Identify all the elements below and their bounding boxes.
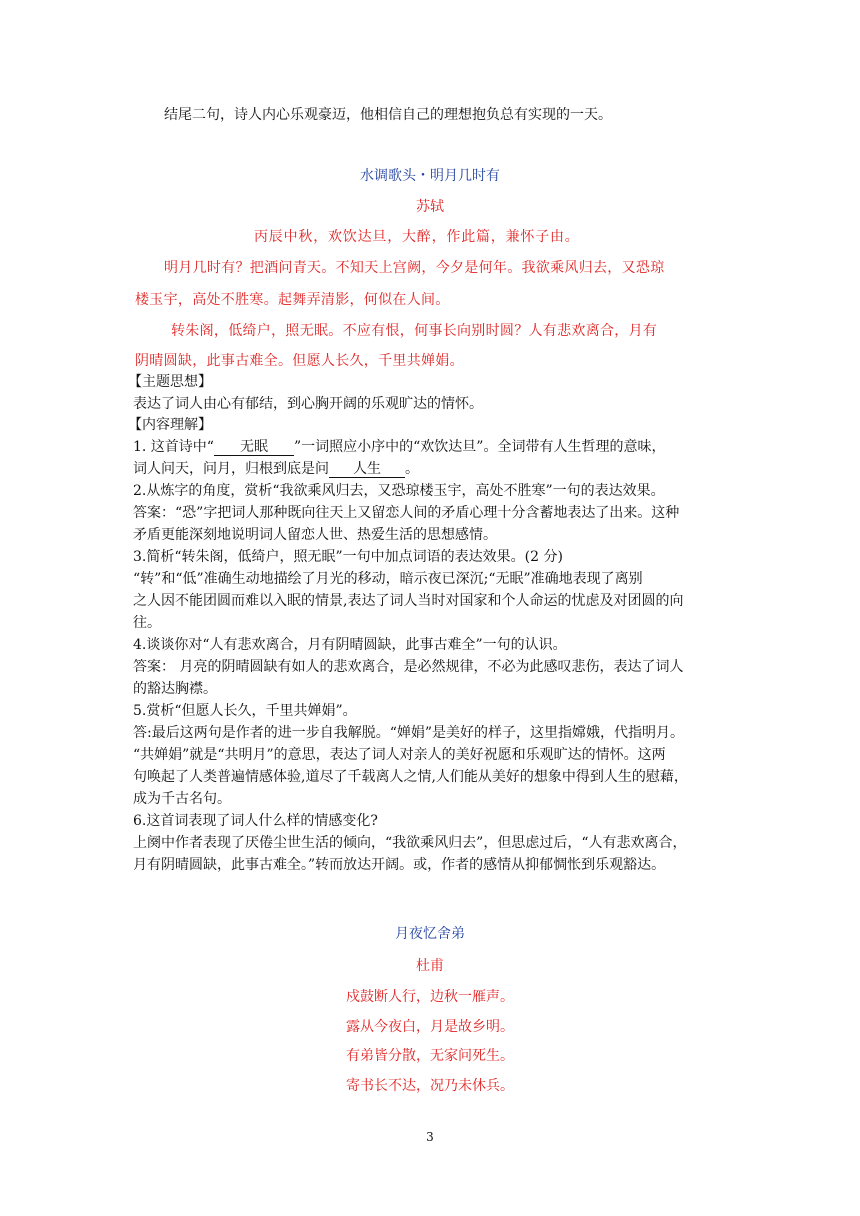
q4-question: 4.谈谈你对“人有悲欢离合，月有阴晴圆缺，此事古难全”一句的认识。: [133, 637, 567, 653]
poem2-line: 有弟皆分散，无家问死生。: [346, 1048, 514, 1064]
poem1-title: 水调歌头・明月几时有: [360, 168, 500, 184]
q1-line2-suffix: 。: [405, 461, 419, 477]
poem2-line: 戍鼓断人行，边秋一雁声。: [346, 989, 514, 1005]
q1-middle: ”一词照应小序中的“欢饮达旦”。全词带有人生哲理的意味，: [293, 439, 666, 455]
q3-answer-line1: “转”和“低”准确生动地描绘了月光的移动，暗示夜已深沉;“无眠”准确地表现了离别: [133, 571, 643, 587]
poem2-author: 杜甫: [416, 958, 444, 974]
q1-blank-2: 人生: [329, 462, 405, 478]
q6-question: 6.这首词表现了词人什么样的情感变化?: [133, 813, 378, 829]
q3-answer-line3: 往。: [133, 615, 161, 631]
q3-question: 3.简析“转朱阁，低绮户，照无眠”一句中加点词语的表达效果。(2 分): [133, 549, 563, 565]
poem2-title: 月夜忆舍弟: [395, 926, 465, 942]
q4-answer-line1: 答案： 月亮的阴晴圆缺有如人的悲欢离合，是必然规律，不必为此感叹悲伤，表达了词人: [133, 659, 684, 675]
theme-heading: 【主题思想】: [128, 374, 212, 390]
poem2-line: 寄书长不达，况乃未休兵。: [346, 1078, 514, 1094]
q1-line1: [133, 436, 665, 456]
q1-blank-1: 无眠: [214, 440, 294, 456]
q5-answer-line1: 答:最后这两句是作者的进一步自我解脱。“婵娟”是美好的样子，这里指嫦娥，代指明月。: [133, 725, 685, 741]
page-number: 3: [426, 1130, 434, 1144]
q3-answer-line2: 之人因不能团圆而难以入眠的情景,表达了词人当时对国家和个人命运的忧虑及对团圆的向: [133, 593, 684, 609]
poem1-author: 苏轼: [416, 199, 444, 215]
q5-answer-line2: “共婵娟”就是“共明月”的意思，表达了词人对亲人的美好祝愿和乐观旷达的情怀。这两: [133, 747, 666, 763]
poem1-para1-line1: 明月几时有？把酒问青天。不知天上宫阙，今夕是何年。我欲乘风归去，又恐琼: [164, 260, 665, 276]
q2-answer-line2: 矛盾更能深刻地说明词人留恋人世、热爱生活的思想感情。: [133, 527, 497, 543]
q2-answer-line1: 答案：“恐”字把词人那种既向往天上又留恋人间的矛盾心理十分含蓄地表达了出来。这种: [133, 505, 680, 521]
content-heading: 【内容理解】: [128, 417, 212, 433]
q5-answer-line3: 句唤起了人类普遍情感体验,道尽了千载离人之情,人们能从美好的想象中得到人生的慰藉，: [133, 769, 688, 785]
theme-text: 表达了词人由心有郁结，到心胸开阔的乐观旷达的情怀。: [133, 396, 483, 412]
q1-prefix: 1. 这首诗中“: [133, 439, 214, 455]
q1-line2: [133, 458, 419, 478]
q6-answer-line2: 月有阴晴圆缺，此事古难全。”转而放达开阔。或，作者的感情从抑郁惆怅到乐观豁达。: [133, 857, 666, 873]
q5-answer-line4: 成为千古名句。: [133, 791, 231, 807]
q4-answer-line2: 的豁达胸襟。: [133, 681, 217, 697]
poem1-preface: 丙辰中秋，欢饮达旦，大醉，作此篇，兼怀子由。: [254, 229, 580, 245]
poem1-para2-line2: 阴晴圆缺，此事古难全。但愿人长久，千里共婵娟。: [135, 353, 464, 369]
intro-line: 结尾二句，诗人内心乐观豪迈，他相信自己的理想抱负总有实现的一天。: [164, 107, 612, 123]
poem2-line: 露从今夜白，月是故乡明。: [346, 1019, 514, 1035]
q6-answer-line1: 上阕中作者表现了厌倦尘世生活的倾向，“我欲乘风归去”，但思虑过后，“人有悲欢离合，: [133, 835, 687, 851]
q5-question: 5.赏析“但愿人长久，千里共婵娟”。: [133, 703, 357, 719]
q2-question: 2.从炼字的角度，赏析“我欲乘风归去，又恐琼楼玉宇，高处不胜寒”一句的表达效果。: [133, 483, 665, 499]
q1-line2-prefix: 词人问天，问月，归根到底是问: [133, 461, 329, 477]
poem1-para2-line1: 转朱阁，低绮户，照无眠。不应有恨，何事长向别时圆？人有悲欢离合，月有: [171, 323, 658, 339]
poem1-para1-line2: 楼玉宇，高处不胜寒。起舞弄清影，何似在人间。: [135, 292, 450, 308]
